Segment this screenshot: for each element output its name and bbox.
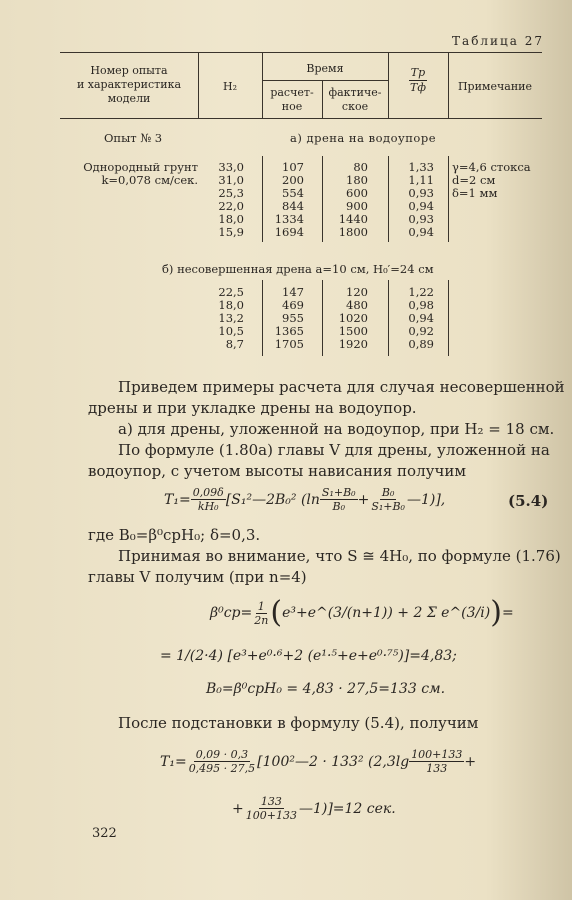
cell: 900 [346, 199, 368, 213]
section-b-calc-column [264, 286, 304, 351]
cell: 1920 [338, 337, 368, 351]
cell: 0,89 [408, 337, 434, 351]
row-divider [448, 156, 449, 242]
cell: 0,93 [408, 186, 434, 200]
cell: 18,0 [218, 212, 244, 226]
cell: 0,94 [408, 199, 434, 213]
paragraph-line: Приведем примеры расчета для случая несовершенной [118, 378, 565, 396]
row-divider [388, 280, 389, 356]
formula-number: (5.4) [508, 492, 549, 510]
cell: 0,94 [408, 311, 434, 325]
right-paren: ) [490, 595, 502, 630]
experiment-label: Опыт № 3 [104, 131, 163, 145]
cell: 13,2 [218, 311, 244, 325]
cell: 10,5 [218, 324, 244, 338]
section-a-title: а) дрена на водоупоре [290, 131, 437, 145]
cell: 1500 [338, 324, 368, 338]
cell: 1,22 [408, 285, 434, 299]
paragraph-line: где B₀=β⁰срH₀; δ=0,3. [88, 526, 261, 544]
row-divider [388, 156, 389, 242]
cell: 955 [282, 311, 304, 325]
row-divider [262, 280, 263, 356]
header-ratio: $\frac{Tр}{Tф}$ [410, 66, 426, 94]
paragraph-line: По формуле (1.80а) главы V для дрены, уложенной на [118, 441, 550, 459]
cell: 480 [346, 298, 368, 312]
cell: 1694 [274, 225, 304, 239]
cell: 120 [346, 285, 368, 299]
cell: 600 [346, 186, 368, 200]
cell: 1,11 [408, 173, 434, 187]
paragraph-line: водоупор, с учетом высоты нависания получим [88, 462, 467, 480]
section-a-h2-column [200, 161, 244, 239]
paragraph-line: Принимая во внимание, что S ≅ 4H₀, по формуле (1.76) [118, 547, 561, 565]
cell: 180 [346, 173, 368, 187]
formula-5-4: T₁= $\frac{0,09\delta}{\text{kH₀}}$ [S₁²—2B₀² (ln $\frac{\text{S₁+B₀}}{\text{B₀}}$ + $\frac{\text{B₀}}{\text{S₁+B₀}}$ —1)], [164, 486, 446, 513]
paragraph-line: После подстановки в формулу (5.4), получим [118, 714, 479, 732]
header-time-fact: фактиче- ское [328, 86, 382, 113]
cell: 8,7 [225, 337, 244, 351]
time-group-rule [262, 80, 388, 81]
section-b-title: б) несовершенная дрена a=10 см, H₀′=24 см [162, 262, 434, 276]
paragraph-line: дрены и при укладке дрены на водоупор. [88, 399, 417, 417]
cell: 0,92 [408, 324, 434, 338]
header-time: Время [306, 62, 344, 75]
cell: 554 [282, 186, 304, 200]
section-a-fact-column [326, 161, 368, 239]
row-divider [322, 280, 323, 356]
cell: 107 [282, 160, 304, 174]
section-b-ratio-column [392, 286, 434, 351]
cell: 25,3 [218, 186, 244, 200]
cell: 33,0 [218, 160, 244, 174]
row-divider [448, 280, 449, 356]
cell: 22,0 [218, 199, 244, 213]
cell: 844 [282, 199, 304, 213]
formula-final-line-2: + $\frac{133}{100+133}$ —1)]=12 сек. [232, 795, 396, 822]
cell: 147 [282, 285, 304, 299]
cell: 1,33 [408, 160, 434, 174]
cell: 18,0 [218, 298, 244, 312]
formula-final-line-1: T₁= $\frac{0,09 \cdot 0,3}{0,495 \cdot 27,5}$ [100²—2 · 133² (2,3lg $\frac{100+133}{133}$ + [160, 748, 477, 775]
table-header-rule [60, 118, 542, 119]
cell: 1334 [274, 212, 304, 226]
cell: 31,0 [218, 173, 244, 187]
formula-beta: β⁰ср= $\frac{1}{2n}$ ( e³+e^(3/(n+1)) + 2 Σ e^(3/i) ) = [210, 595, 514, 630]
header-time-calc: расчет- ное [270, 86, 314, 113]
cell: 0,98 [408, 298, 434, 312]
cell: 0,94 [408, 225, 434, 239]
row-divider [322, 156, 323, 242]
paragraph-line: а) для дрены, уложенной на водоупор, при H₂ = 18 см. [118, 420, 555, 438]
section-a-calc-column [264, 161, 304, 239]
section-a-notes: γ=4,6 стокса d=2 см δ=1 мм [452, 160, 531, 200]
table-top-rule [60, 52, 542, 53]
cell: 1020 [338, 311, 368, 325]
cell: 200 [282, 173, 304, 187]
page-number: 322 [92, 826, 117, 841]
cell: 1705 [274, 337, 304, 351]
row-divider [262, 156, 263, 242]
formula-evaluation: = 1/(2·4) [e³+e⁰·⁶+2 (e¹·⁵+e+e⁰·⁷⁵)]=4,83; [160, 648, 457, 664]
soil-description: Однородный грунт k=0,078 см/сек. [83, 160, 198, 187]
paragraph-line: главы V получим (при n=4) [88, 568, 307, 586]
cell: 0,93 [408, 212, 434, 226]
cell: 469 [282, 298, 304, 312]
section-a-ratio-column [392, 161, 434, 239]
table-caption: Таблица 27 [452, 34, 544, 48]
header-h2: H₂ [222, 80, 237, 93]
header-experiment: Номер опыта и характеристика модели [76, 64, 182, 105]
left-paren: ( [270, 595, 283, 630]
cell: 1365 [274, 324, 304, 338]
formula-b0: B₀=β⁰срH₀ = 4,83 · 27,5=133 см. [206, 681, 446, 697]
cell: 1440 [338, 212, 368, 226]
section-b-h2-column [200, 286, 244, 351]
cell: 15,9 [218, 225, 244, 239]
header-note: Примечание [457, 80, 533, 93]
section-b-fact-column [326, 286, 368, 351]
cell: 22,5 [218, 285, 244, 299]
cell: 1800 [338, 225, 368, 239]
cell: 80 [353, 160, 368, 174]
